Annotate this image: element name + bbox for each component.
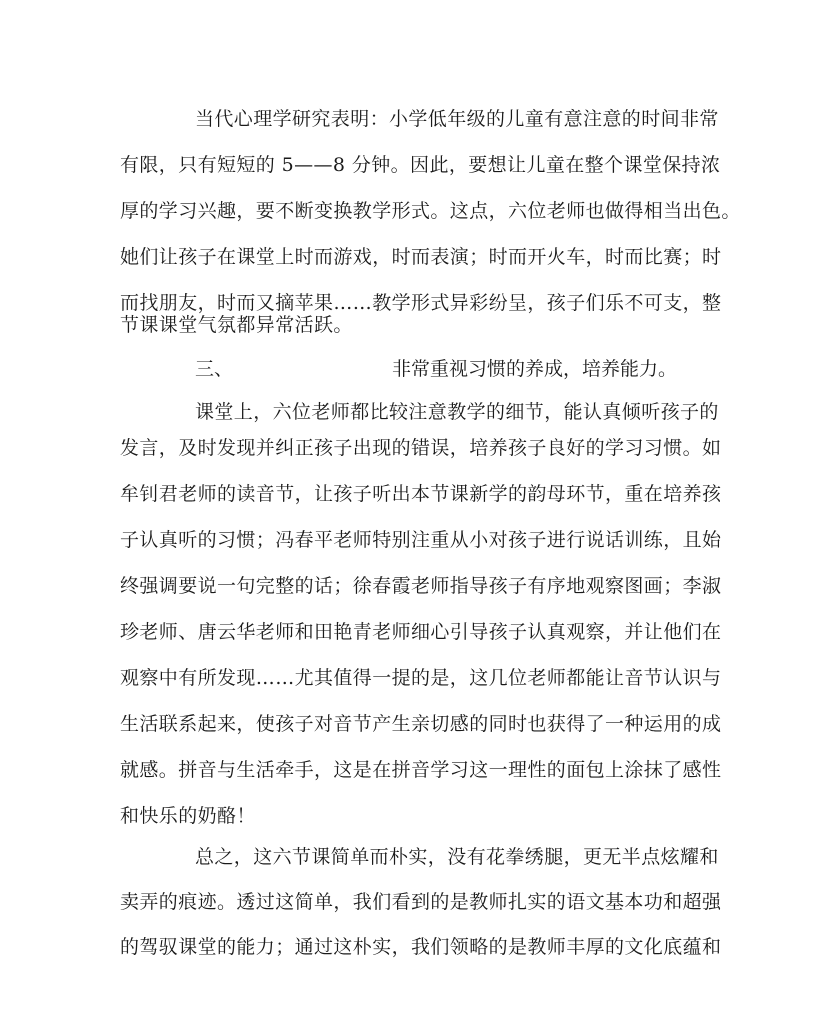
paragraph-1-line-4: 她们让孩子在课堂上时而游戏，时而表演；时而开火车，时而比赛；时 bbox=[120, 246, 722, 268]
paragraph-1-line-5: 而找朋友，时而又摘苹果……教学形式异彩纷呈，孩子们乐不可支，整 bbox=[120, 292, 722, 314]
paragraph-1-line-3: 厚的学习兴趣，要不断变换教学形式。这点，六位老师也做得相当出色。 bbox=[120, 200, 741, 222]
paragraph-2-line-10: 和快乐的奶酪！ bbox=[120, 805, 256, 827]
paragraph-1-line-2: 有限，只有短短的 5——8 分钟。因此，要想让儿童在整个课堂保持浓 bbox=[120, 154, 721, 176]
paragraph-2-line-4: 子认真听的习惯；冯春平老师特别注重从小对孩子进行说话训练，且始 bbox=[120, 529, 722, 551]
paragraph-2-line-3: 牟钊君老师的读音节，让孩子听出本节课新学的韵母环节，重在培养孩 bbox=[120, 483, 722, 505]
section-heading-text: 非常重视习惯的养成，培养能力。 bbox=[392, 358, 678, 380]
paragraph-2-line-8: 生活联系起来，使孩子对音节产生亲切感的同时也获得了一种运用的成 bbox=[120, 713, 722, 735]
paragraph-1-line-1: 当代心理学研究表明：小学低年级的儿童有意注意的时间非常 bbox=[195, 108, 719, 130]
paragraph-2-line-9: 就感。拼音与生活牵手，这是在拼音学习这一理性的面包上涂抹了感性 bbox=[120, 759, 722, 781]
paragraph-2-line-7: 观察中有所发现……尤其值得一提的是，这几位老师都能让音节认识与 bbox=[120, 667, 722, 689]
paragraph-1-line-6: 节课课堂气氛都异常活跃。 bbox=[120, 314, 353, 336]
paragraph-3-line-1: 总之，这六节课简单而朴实，没有花拳绣腿，更无半点炫耀和 bbox=[195, 846, 719, 868]
paragraph-2-line-1: 课堂上，六位老师都比较注意教学的细节，能认真倾听孩子的 bbox=[195, 401, 719, 423]
paragraph-3-line-3: 的驾驭课堂的能力；通过这朴实，我们领略的是教师丰厚的文化底蕴和 bbox=[120, 936, 722, 958]
section-heading-number: 三、 bbox=[195, 358, 234, 380]
paragraph-2-line-2: 发言，及时发现并纠正孩子出现的错误，培养孩子良好的学习习惯。如 bbox=[120, 437, 722, 459]
paragraph-2-line-6: 珍老师、唐云华老师和田艳青老师细心引导孩子认真观察，并让他们在 bbox=[120, 621, 722, 643]
paragraph-3-line-2: 卖弄的痕迹。透过这简单，我们看到的是教师扎实的语文基本功和超强 bbox=[120, 891, 722, 913]
paragraph-2-line-5: 终强调要说一句完整的话；徐春霞老师指导孩子有序地观察图画；李淑 bbox=[120, 575, 722, 597]
